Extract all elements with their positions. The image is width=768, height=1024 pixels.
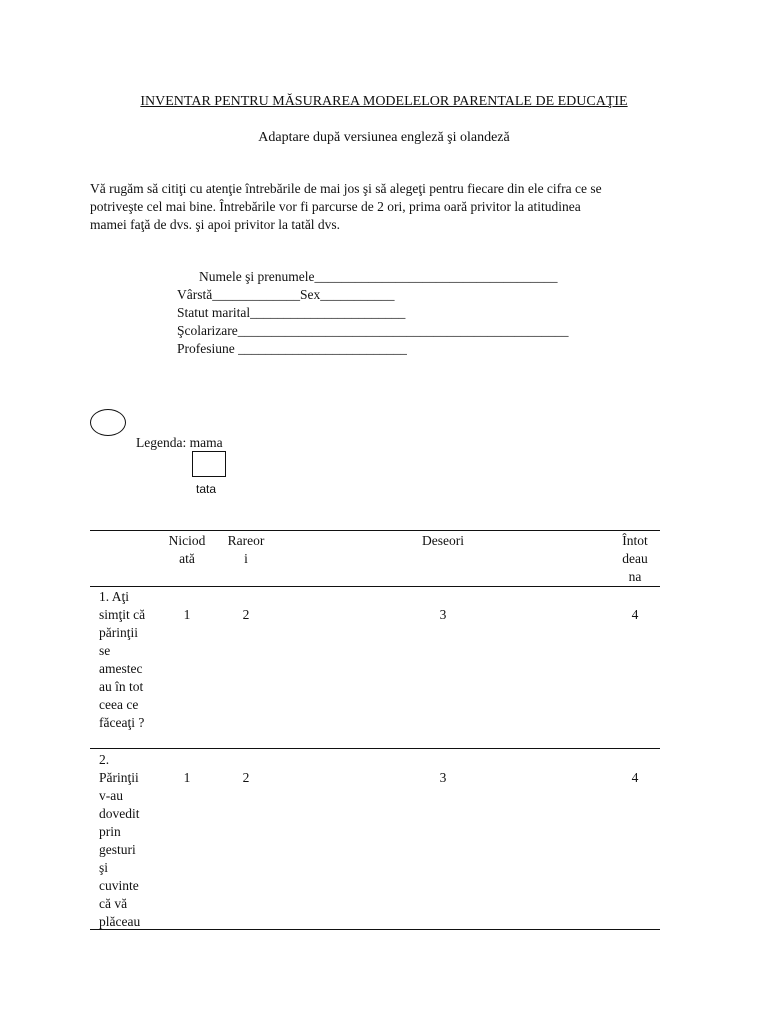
question-line: au în tot [99, 679, 144, 694]
legend-label: Legenda: mama [136, 435, 223, 450]
question-line: gesturi [99, 842, 136, 857]
question-line: plăceau [99, 914, 141, 929]
name-field: Numele şi prenumele____________________________________ [199, 269, 558, 284]
header-text: ată [179, 551, 195, 566]
row1-value-niciodata[interactable]: 1 [183, 607, 191, 622]
header-intotdeauna [612, 532, 658, 586]
question-line: că vă [99, 896, 128, 911]
row2-value-deseori[interactable]: 3 [439, 770, 447, 785]
row2-value-niciodata[interactable]: 1 [183, 770, 191, 785]
question-line: v-au [99, 788, 123, 803]
age-sex-field: Vârstă_____________Sex___________ [177, 287, 395, 302]
question-line: prin [99, 824, 121, 839]
header-text: Rareor [227, 533, 265, 548]
header-niciodata [160, 532, 214, 568]
header-text: na [628, 569, 642, 584]
profession-field: Profesiune _________________________ [177, 341, 407, 356]
question-line: 1. Aţi [99, 589, 130, 604]
legend-square-icon [192, 451, 226, 477]
question-line: 2. [99, 752, 110, 767]
instructions [90, 180, 670, 234]
question-line: simţit că [99, 607, 146, 622]
instruction-line: mamei faţă de dvs. şi apoi privitor la tatăl dvs. [90, 217, 341, 232]
question-line: se [99, 643, 111, 658]
row1-value-intotdeauna[interactable]: 4 [631, 607, 639, 622]
row1-value-deseori[interactable]: 3 [439, 607, 447, 622]
table-bottom-rule [90, 929, 660, 930]
table-top-rule [90, 530, 660, 531]
question-line: Părinţii [99, 770, 139, 785]
header-text: i [244, 551, 248, 566]
table-row-rule [90, 748, 660, 749]
header-deseori: Deseori [422, 533, 464, 548]
question-line: cuvinte [99, 878, 139, 893]
page-subtitle: Adaptare după versiunea engleză şi olandeză [258, 130, 510, 145]
question-line: făceaţi ? [99, 715, 145, 730]
header-text: Niciod [168, 533, 206, 548]
table-row-question [99, 588, 161, 732]
question-line: dovedit [99, 806, 140, 821]
page-title: INVENTAR PENTRU MĂSURAREA MODELELOR PARENTALE DE EDUCAŢIE [140, 94, 628, 109]
table-header-rule [90, 586, 660, 587]
question-line: amestec [99, 661, 143, 676]
legend-circle-icon [90, 409, 126, 436]
legend-tata-label: tata [196, 482, 217, 496]
instruction-line: potriveşte cel mai bine. Întrebările vor fi parcurse de 2 ori, prima oară privitor la atitudinea [90, 199, 581, 214]
row2-value-intotdeauna[interactable]: 4 [631, 770, 639, 785]
instruction-line: Vă rugăm să citiţi cu atenţie întrebările de mai jos şi să alegeţi pentru fiecare din ele cifra ce se [90, 181, 602, 196]
header-text: deau [622, 551, 648, 566]
row1-value-rareori[interactable]: 2 [242, 607, 250, 622]
education-field: Şcolarizare_________________________________________________ [177, 323, 569, 338]
row2-value-rareori[interactable]: 2 [242, 770, 250, 785]
table-row-question [99, 751, 161, 931]
marital-status-field: Statut marital_______________________ [177, 305, 406, 320]
question-line: ceea ce [99, 697, 139, 712]
header-text: Întot [622, 533, 648, 548]
question-line: părinţii [99, 625, 138, 640]
question-line: şi [99, 860, 109, 875]
header-rareori [218, 532, 274, 568]
